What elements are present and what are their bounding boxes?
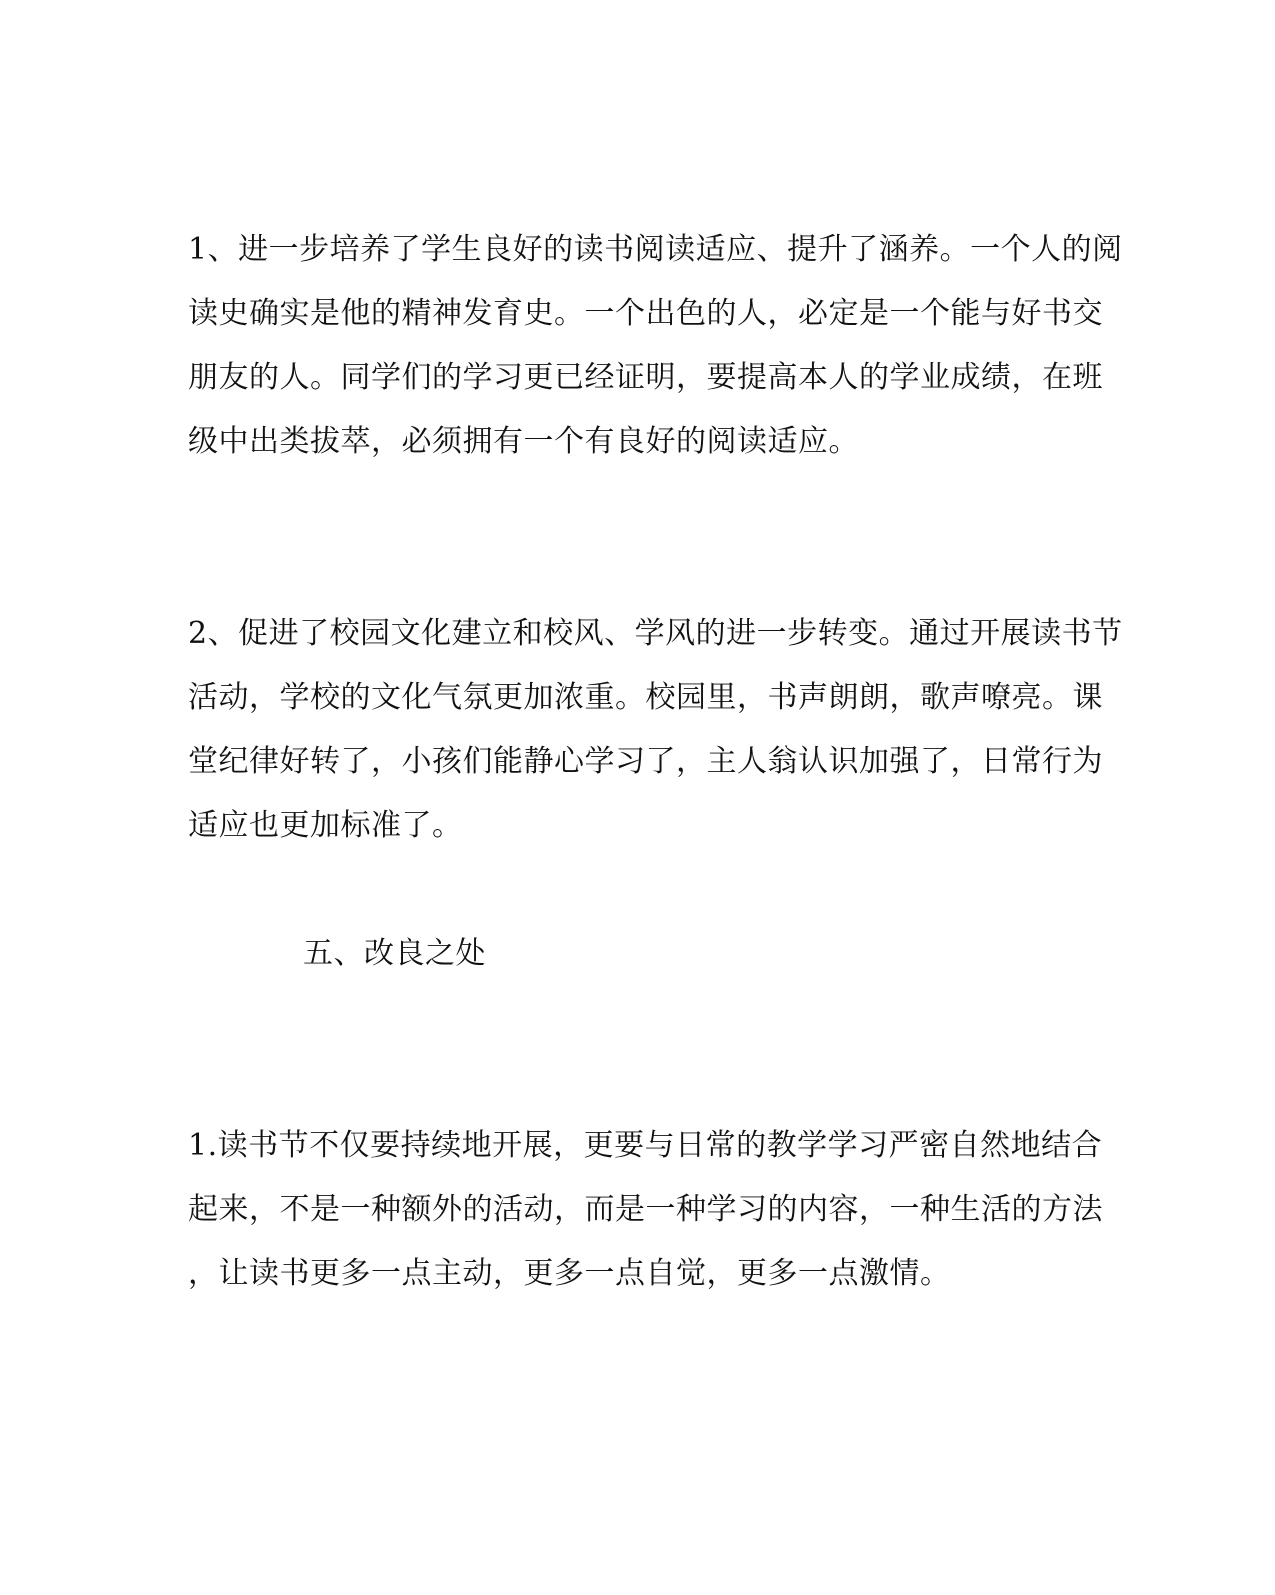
paragraph-1-line-3: 朋友的人。同学们的学习更已经证明，要提高本人的学业成绩，在班 <box>188 360 1103 395</box>
paragraph-2-line-3: 堂纪律好转了，小孩们能静心学习了，主人翁认识加强了，日常行为 <box>188 744 1103 779</box>
paragraph-1-line-1: 1、进一步培养了学生良好的读书阅读适应、提升了涵养。一个人的阅 <box>188 232 1123 267</box>
section-heading: 五、改良之处 <box>303 936 486 971</box>
paragraph-2-line-1: 2、促进了校园文化建立和校风、学风的进一步转变。通过开展读书节 <box>188 616 1123 651</box>
paragraph-1-line-2: 读史确实是他的精神发育史。一个出色的人，必定是一个能与好书交 <box>188 296 1103 331</box>
paragraph-3-line-2: 起来，不是一种额外的活动，而是一种学习的内容，一种生活的方法 <box>188 1192 1103 1227</box>
paragraph-2-line-4: 适应也更加标准了。 <box>188 808 463 843</box>
paragraph-2-line-2: 活动，学校的文化气氛更加浓重。校园里，书声朗朗，歌声嘹亮。课 <box>188 680 1103 715</box>
paragraph-3-line-3: ，让读书更多一点主动，更多一点自觉，更多一点激情。 <box>188 1256 951 1291</box>
paragraph-1-line-4: 级中出类拔萃，必须拥有一个有良好的阅读适应。 <box>188 424 859 459</box>
paragraph-3-line-1: 1.读书节不仅要持续地开展，更要与日常的教学学习严密自然地结合 <box>188 1128 1103 1163</box>
